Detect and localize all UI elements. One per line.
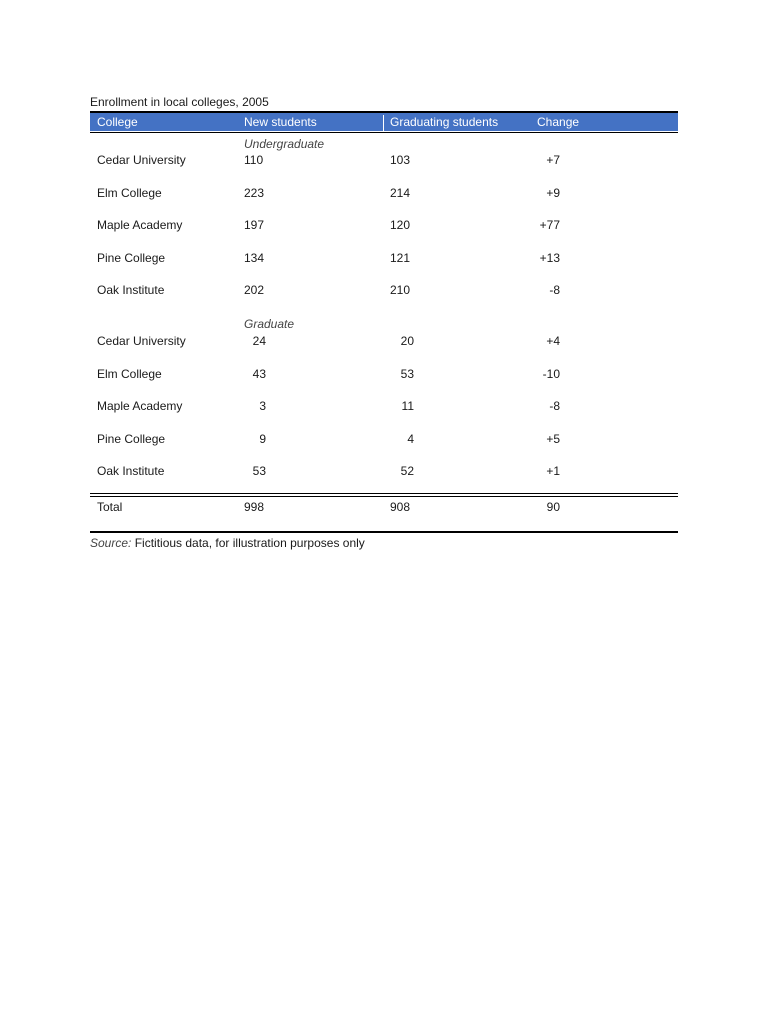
cell-college: Cedar University bbox=[97, 153, 186, 167]
cell-new: 53 bbox=[252, 464, 266, 478]
table-row bbox=[90, 366, 678, 382]
total-double-rule-top bbox=[90, 493, 678, 494]
source-label: Source: bbox=[90, 536, 132, 550]
total-double-rule-bottom bbox=[90, 496, 678, 497]
header-new-students: New students bbox=[244, 115, 317, 129]
cell-college: Maple Academy bbox=[97, 218, 183, 232]
cell-change: -8 bbox=[549, 399, 560, 413]
table-row bbox=[90, 185, 678, 201]
cell-new: 9 bbox=[259, 432, 266, 446]
cell-college: Elm College bbox=[97, 186, 162, 200]
source-note bbox=[90, 535, 365, 551]
table-row bbox=[90, 333, 678, 349]
cell-change: +77 bbox=[539, 218, 560, 232]
table-row bbox=[90, 217, 678, 233]
cell-new: 197 bbox=[244, 218, 265, 232]
cell-college: Cedar University bbox=[97, 334, 186, 348]
total-label: Total bbox=[97, 500, 123, 514]
cell-new: 223 bbox=[244, 186, 265, 200]
header-college: College bbox=[97, 115, 138, 129]
cell-new: 3 bbox=[259, 399, 266, 413]
cell-change: +7 bbox=[546, 153, 560, 167]
cell-grad: 4 bbox=[407, 432, 414, 446]
table-row bbox=[90, 152, 678, 168]
section-label-graduate: Graduate bbox=[244, 317, 295, 331]
table-body bbox=[90, 133, 678, 493]
table-row bbox=[90, 250, 678, 266]
table-row bbox=[90, 282, 678, 298]
cell-change: +9 bbox=[546, 186, 560, 200]
cell-college: Elm College bbox=[97, 367, 162, 381]
cell-grad: 210 bbox=[390, 283, 411, 297]
cell-change: +1 bbox=[546, 464, 560, 478]
enrollment-table-document bbox=[90, 94, 678, 550]
cell-college: Oak Institute bbox=[97, 283, 165, 297]
cell-grad: 121 bbox=[390, 251, 411, 265]
header-change: Change bbox=[537, 115, 580, 129]
cell-change: -10 bbox=[542, 367, 560, 381]
section-label-undergraduate: Undergraduate bbox=[244, 137, 325, 151]
source-text: Fictitious data, for illustration purposes only bbox=[131, 536, 365, 550]
cell-change: +4 bbox=[546, 334, 560, 348]
table-header bbox=[90, 113, 678, 131]
table-row bbox=[90, 431, 678, 447]
table-row bbox=[90, 463, 678, 479]
cell-new: 24 bbox=[252, 334, 266, 348]
total-change: 90 bbox=[546, 500, 560, 514]
cell-new: 134 bbox=[244, 251, 265, 265]
header-divider bbox=[383, 115, 384, 131]
table-row bbox=[90, 398, 678, 414]
total-new: 998 bbox=[244, 500, 265, 514]
cell-grad: 120 bbox=[390, 218, 411, 232]
cell-change: +13 bbox=[539, 251, 560, 265]
total-row bbox=[90, 499, 678, 515]
total-grad: 908 bbox=[390, 500, 411, 514]
cell-grad: 214 bbox=[390, 186, 411, 200]
cell-new: 202 bbox=[244, 283, 265, 297]
cell-college: Oak Institute bbox=[97, 464, 165, 478]
header-graduating-students: Graduating students bbox=[390, 115, 499, 129]
cell-change: +5 bbox=[546, 432, 560, 446]
cell-college: Maple Academy bbox=[97, 399, 183, 413]
cell-college: Pine College bbox=[97, 251, 166, 265]
cell-grad: 53 bbox=[400, 367, 414, 381]
table-caption: Enrollment in local colleges, 2005 bbox=[90, 95, 269, 109]
cell-grad: 11 bbox=[401, 399, 414, 413]
cell-grad: 20 bbox=[400, 334, 414, 348]
cell-new: 110 bbox=[244, 153, 264, 167]
cell-change: -8 bbox=[549, 283, 560, 297]
cell-new: 43 bbox=[252, 367, 266, 381]
cell-grad: 52 bbox=[400, 464, 414, 478]
bottom-rule bbox=[90, 531, 678, 533]
cell-college: Pine College bbox=[97, 432, 166, 446]
cell-grad: 103 bbox=[390, 153, 411, 167]
